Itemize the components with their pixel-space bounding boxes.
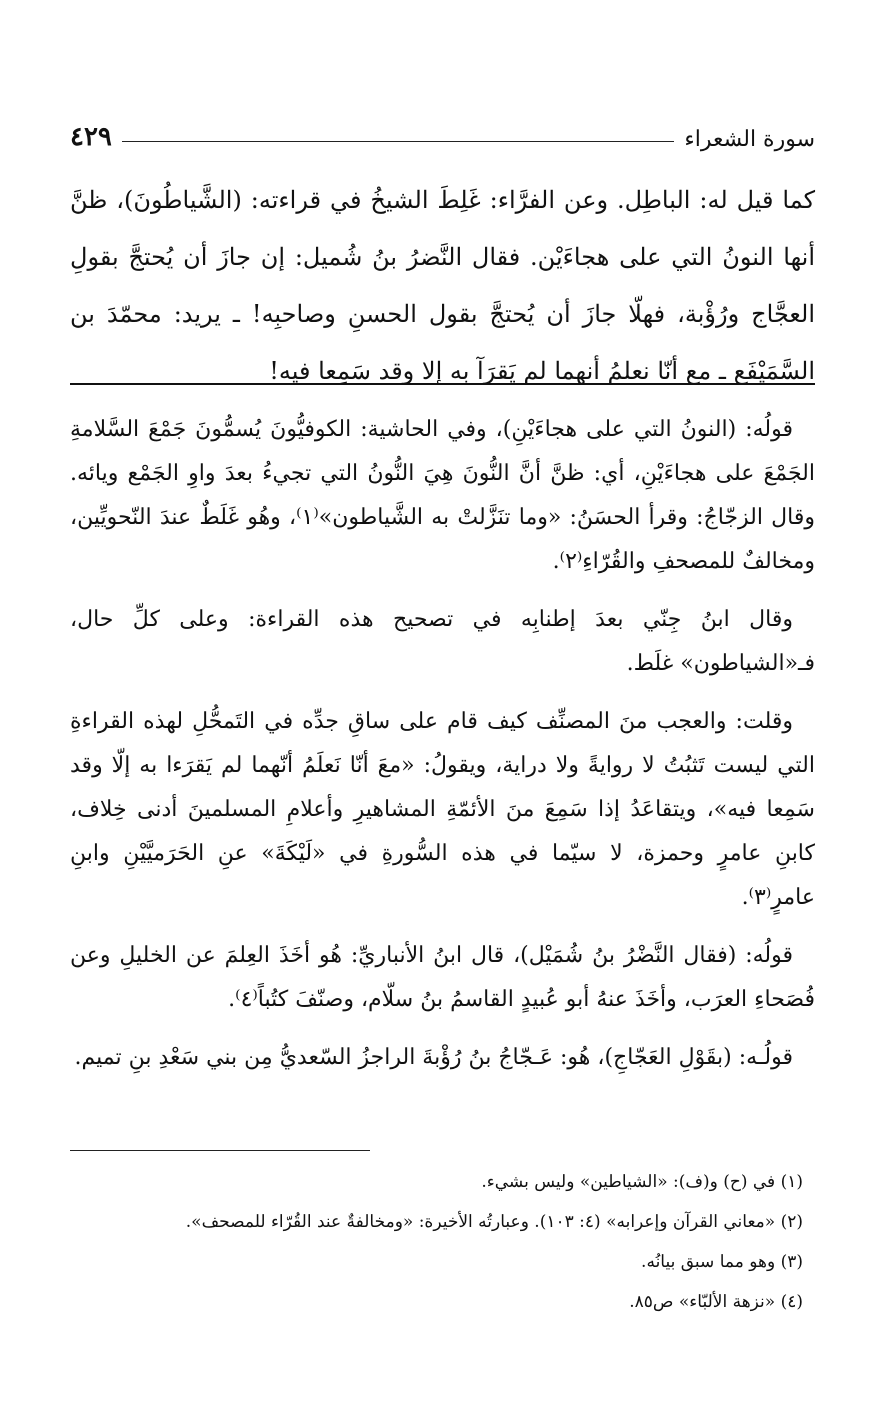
commentary-paragraph: وقلت: والعجب منَ المصنِّف كيف قام على ساقِ جدِّه في التَمحُّلِ لهذه القراءةِ التي ليست تَثبُتُ لا روايةً ولا دراية، ويقولُ: «معَ أنّا نَعلَمُ أنّهما لم يَقرَءا به إلّا وقد سَمِعا فيه»، ويتقاعَدُ إذا سَمِعَ منَ الأئمّةِ المشاهيرِ وأعلامِ المسلمينَ أدنى خِلاف، كابنِ عامرٍ وحمزة، لا سيّما في هذه السُّورةِ في «لَيْكَةَ» عنِ الحَرَميَّيْنِ وابنِ عامرٍ⁽٣⁾. [70,709,815,910]
commentary-paragraph: وقال ابنُ جِنّي بعدَ إطنابِه في تصحيح هذه القراءة: وعلى كلِّ حال، فـ«الشياطون» غلَط. [70,607,815,676]
commentary-paragraph: قولُه: (النونُ التي على هجاءَيْنِ)، وفي الحاشية: الكوفيُّونَ يُسمُّونَ جَمْعَ السَّلامةِ الجَمْعَ على هجاءَيْنِ، أي: ظنَّ أنَّ النُّونَ هِيَ النُّونُ التي تجيءُ بعدَ واوِ الجَمْع ويائه. وقال الزجّاجُ: وقرأ الحسَنُ: «وما تنَزَّلتْ به الشَّياطون»⁽١⁾، وهُو غَلَطٌ عندَ النّحويِّين، ومخالفٌ للمصحفِ والقُرّاءِ⁽٢⁾. [70,417,816,574]
surah-title: سورة الشعراء [684,127,815,152]
commentary-paragraph: قولُه: (فقال النَّضْرُ بنُ شُمَيْل)، قال ابنُ الأنباريِّ: هُو أخَذَ العِلمَ عن الخليلِ وعن فُصَحاءِ العرَب، وأخَذَ عنهُ أبو عُبيدٍ القاسمُ بنُ سلّام، وصنّفَ كتُباً⁽٤⁾. [70,943,815,1012]
commentary-section [70,408,815,1094]
footnote: (١) في (ح) و(ف): «الشياطين» وليس بشيء. [481,1172,803,1192]
main-text-block: كما قيل له: الباطِل. وعن الفرَّاء: غَلِطَ الشيخُ في قراءته: (الشَّياطُونَ)، ظنَّ أنها النونُ التي على هجاءَيْن. فقال النَّضرُ بنُ شُميل: إن جازَ أن يُحتجَّ بقولِ العجَّاج ورُؤْبة، فهلّا جازَ أن يُحتجَّ بقول الحسنِ وصاحبِه! ـ يريد: محمّدَ بن السَّمَيْفَع ـ مع أنّا نعلمُ أنهما لم يَقرَآ به إلا وقد سَمِعا فيه! [70,186,815,385]
commentary-paragraph: قولُـه: (بقَوْلِ العَجّاجِ)، هُو: عَـجّاجُ بنُ رُؤْبةَ الراجزُ السّعديُّ مِن بني سَعْدِ بنِ تميم. [74,1045,793,1070]
header-rule [122,141,675,142]
footnote-rule [70,1150,370,1151]
running-header [70,112,815,152]
footnote: (٢) «معاني القرآن وإعرابه» (٤: ١٠٣). وعبارتُه الأخيرة: «ومخالفةٌ عند القُرّاء للمصحف». [185,1212,803,1232]
book-page [70,0,815,1424]
footnotes-section [70,1162,815,1322]
footnote: (٣) وهو مما سبق بيانُه. [641,1252,803,1272]
footnote: (٤) «نزهة الألبّاء» ص٨٥. [629,1292,803,1312]
page-number: ٤٢٩ [70,122,112,152]
main-commentary-divider [70,383,815,385]
